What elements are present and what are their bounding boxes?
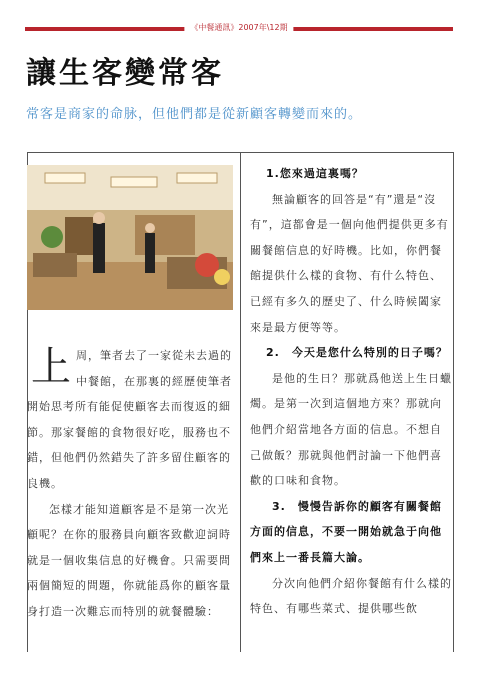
header-bar [0,0,478,38]
article-right-column [250,161,452,622]
article-left-column [27,343,235,625]
article-title: 讓生客變常客 [26,56,224,91]
article-subtitle: 常客是商家的命脉，但他們都是從新顧客轉變而來的。 [26,107,363,122]
question-1-body: 無論顧客的回答是“有”還是“沒有”，這都會是一個向他們提供更多有關餐館信息的好時機。比如，你們餐館提供什么樣的食物、有什么特色、已經有多久的歷史了、什么時候闔家來是最方便等等。 [250,192,449,334]
left-paragraph-2: 怎樣才能知道顧客是不是第一次光顧呢？在你的服務員向顧客致歡迎詞時就是一個收集信息的好機會。只需要問兩個簡短的問題，你就能爲你的顧客量身打造一次難忘而特別的就餐體驗： [27,502,231,618]
question-3-body: 分次向他們介紹你餐館有什么樣的特色、有哪些菜式、提供哪些飲 [250,576,452,616]
question-2-heading: 2. 今天是您什么特別的日子嗎？ [266,346,448,360]
question-2-body: 是他的生日？那就爲他送上生日蠟燭。是第一次到這個地方來？那就向他們介紹當地各方面的信息。不想自己做飯？那就與他們討論一下他們喜歡的口味和食物。 [250,371,452,488]
question-3-heading: 3. 慢慢告訴你的顧客有關餐館方面的信息，不要一開始就急于向他們來上一番長篇大論。 [250,499,442,564]
restaurant-interior-photo [27,165,233,310]
intro-line-1: 周，筆者去了一家從未去過的 [76,349,232,362]
intro-line-2: 中餐館，在那裏的經歷使筆者 [76,374,232,388]
intro-paragraph [27,343,235,497]
column-divider-center [240,152,241,652]
column-divider-right [453,152,454,652]
drop-cap: 上 [31,344,72,390]
intro-body: 開始思考所有能促使顧客去而復返的細節。那家餐館的食物很好吃，服務也不錯，但他們仍然錯失了許多留住顧客的良機。 [27,400,231,490]
issue-label: 《中餐通訊》2007年\12期 [184,21,293,35]
question-1-heading: 1.您來過這裏嗎？ [266,167,364,180]
